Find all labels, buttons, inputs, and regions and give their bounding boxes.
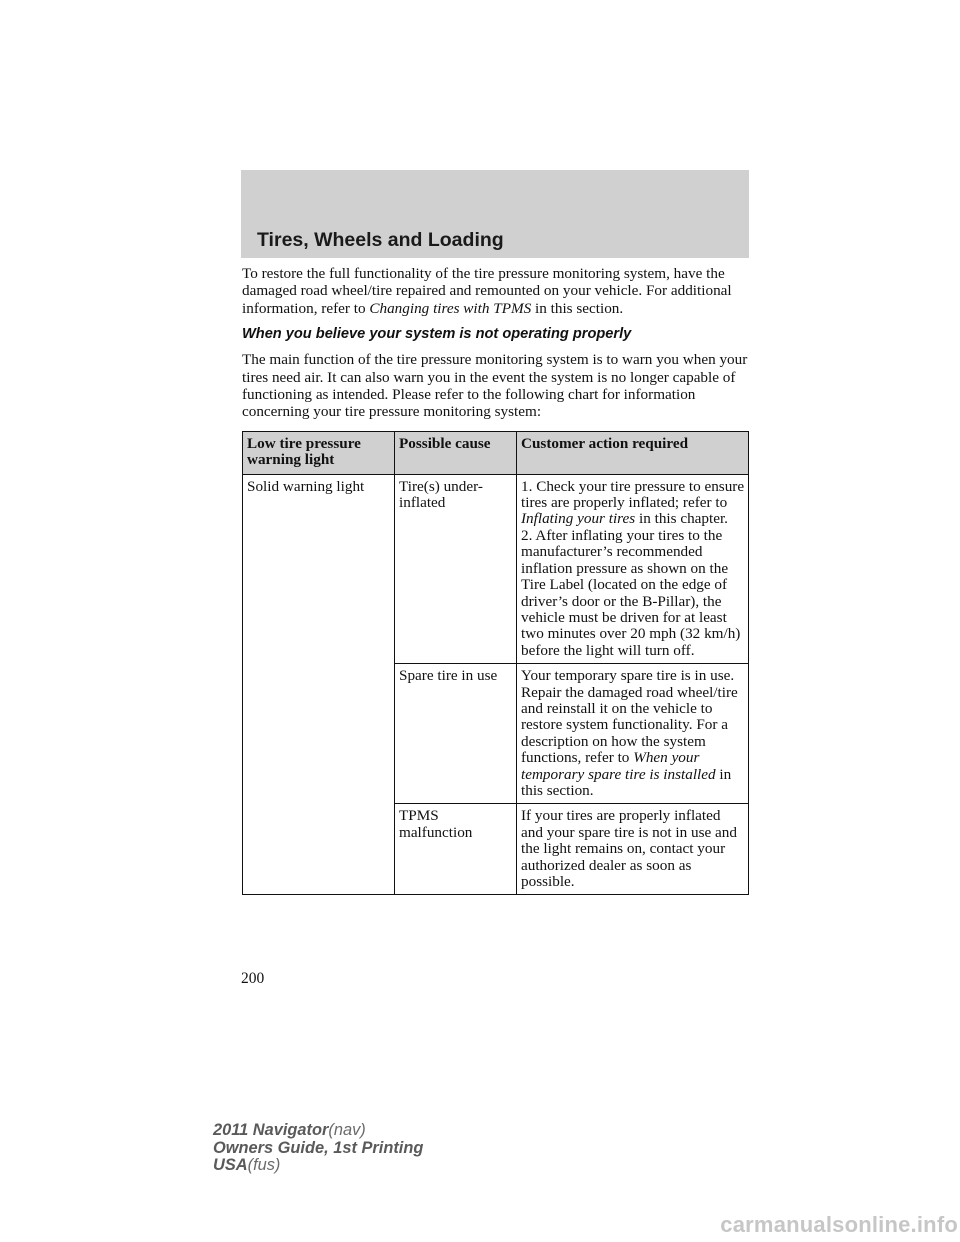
warning-light-cell: Solid warning light — [243, 474, 395, 895]
tpms-chart-table — [242, 431, 749, 896]
intro-text-end: in this section. — [531, 299, 624, 317]
table-header-cell: Possible cause — [395, 431, 517, 474]
action-text: Your temporary spare tire is in use. Repair the damaged road wheel/tire and reinstall it on the vehicle to restore system functionality. For a description on how the system functions, refer to — [521, 667, 738, 767]
action-text-end: in this section. — [521, 765, 732, 799]
table-header-cell: Low tire pressure warning light — [243, 431, 395, 474]
watermark: carmanualsonline.info — [720, 1212, 958, 1237]
table-header-row — [243, 431, 749, 474]
footer-model: 2011 Navigator — [213, 1121, 329, 1139]
cause-cell: Spare tire in use — [395, 664, 517, 804]
page-content — [242, 265, 750, 895]
footer-line-2: Owners Guide, 1st Printing — [213, 1138, 424, 1157]
subheading: When you believe your system is not operating properly — [242, 326, 632, 343]
cause-cell: TPMS malfunction — [395, 804, 517, 895]
action-cell — [517, 664, 749, 804]
document-footer — [213, 1122, 423, 1175]
table-row — [243, 474, 749, 663]
table-header-cell: Customer action required — [517, 431, 749, 474]
action-cell: If your tires are properly inflated and your spare tire is not in use and the light remains on, contact your authorized dealer as soon as possible. — [517, 804, 749, 895]
action-reference: Inflating your tires — [521, 510, 636, 528]
action-step-2: 2. After inflating your tires to the manufacturer’s recommended inflation pressure as shown on the Tire Label (located on the edge of driver’s door or the B-Pillar), the vehicle must be driven for at least two minutes over 20 mph (32 km/h) before the light will turn off. — [521, 526, 741, 659]
action-cell — [517, 474, 749, 663]
page-number: 200 — [241, 970, 265, 987]
footer-line-3 — [213, 1157, 423, 1175]
footer-market: USA — [213, 1156, 248, 1175]
action-text: 1. Check your tire pressure to ensure tires are properly inflated; refer to — [521, 477, 745, 512]
intro-paragraph — [242, 265, 750, 317]
body-paragraph: The main function of the tire pressure monitoring system is to warn you when your tires need air. It can also warn you in the event the system is no longer capable of functioning as intended. Please refer to the following chart for information concerning your tire pressure monitoring system: — [242, 351, 748, 421]
intro-reference: Changing tires with TPMS — [369, 299, 532, 317]
cause-cell: Tire(s) under-inflated — [395, 474, 517, 663]
section-title: Tires, Wheels and Loading — [257, 229, 504, 251]
intro-text: To restore the full functionality of the tire pressure monitoring system, have the damaged road wheel/tire repaired and remounted on your vehicle. For additional information, refer to — [242, 265, 732, 317]
section-header-band — [241, 170, 749, 258]
footer-line-1 — [213, 1122, 423, 1140]
action-text-end: in this chapter. — [635, 510, 728, 528]
footer-model-code: (nav) — [328, 1121, 366, 1139]
action-step-1 — [521, 479, 745, 528]
action-reference: When your temporary spare tire is installed — [521, 749, 716, 783]
footer-market-code: (fus) — [247, 1156, 281, 1175]
